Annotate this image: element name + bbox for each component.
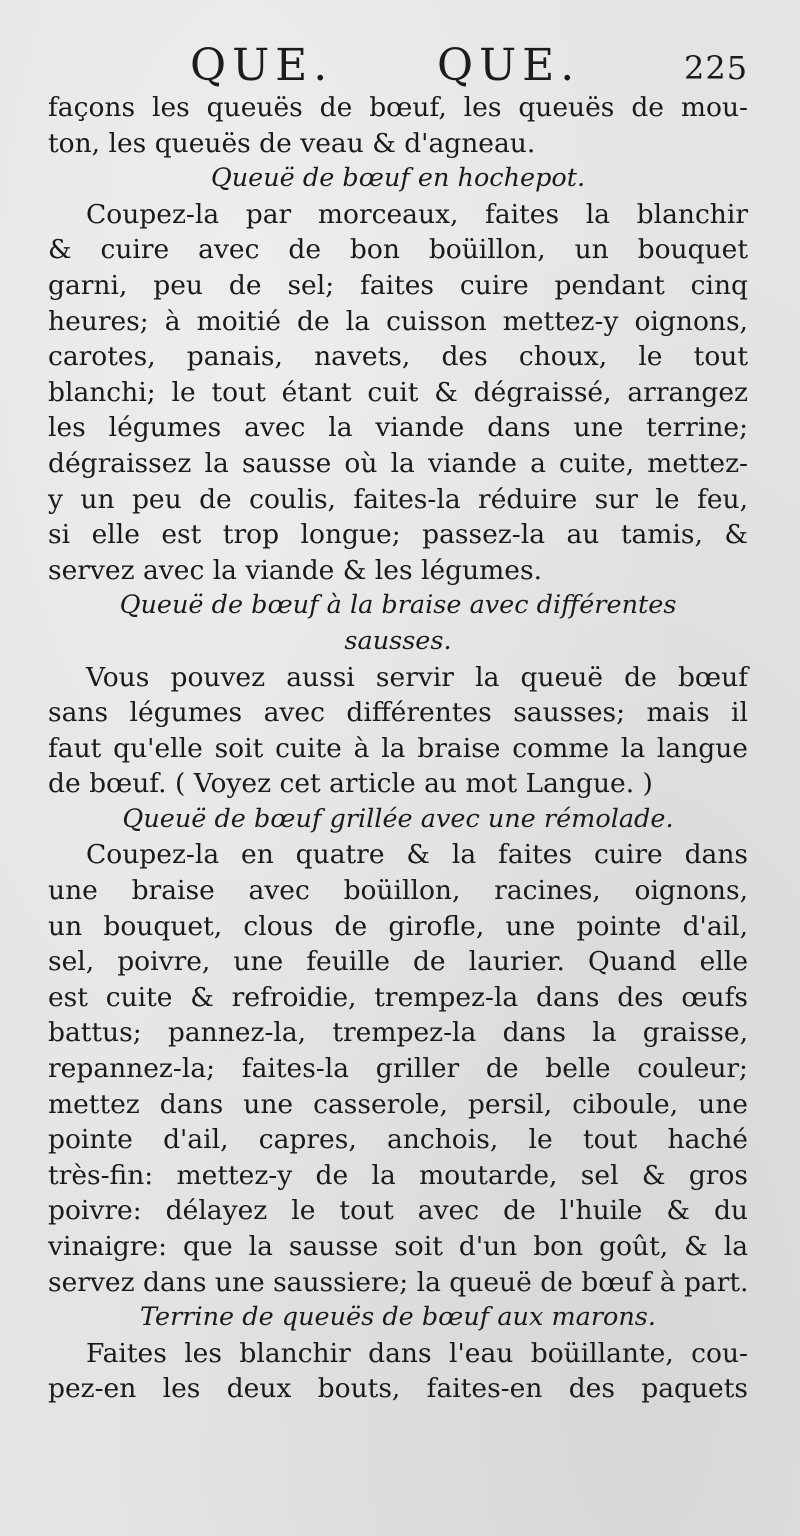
text-line: Coupez-la en quatre & la faites cuire dans [86,839,748,871]
text-line: blanchi; le tout étant cuit & dégraissé, arrangez [48,376,748,408]
running-header [0,40,800,92]
text-line: de bœuf. ( Voyez cet article au mot Langue. ) [48,768,653,800]
text-line: carotes, panais, navets, des choux, le tout [48,341,748,373]
text-line: vinaigre: que la sausse soit d'un bon goût, & la [48,1231,748,1262]
text-line: repannez-la; faites-la griller de belle couleur; [48,1053,748,1085]
section-heading-line: Queuë de bœuf à la braise avec différentes [119,590,677,621]
page-number: 225 [684,49,749,87]
text-line: mettez dans une casserole, persil, ciboule, une [48,1088,748,1120]
header-left-word: QUE. [190,40,334,91]
text-line: servez dans une saussiere; la queuë de bœuf à part. [48,1266,749,1298]
text-line: une braise avec boüillon, racines, oignons, [48,875,748,907]
text-line: est cuite & refroidie, trempez-la dans des œufs [48,981,748,1013]
text-line: pointe d'ail, capres, anchois, le tout haché [48,1124,748,1156]
text-line: très-fin: mettez-y de la moutarde, sel & gros [48,1159,748,1191]
text-line: les légumes avec la viande dans une terrine; [48,412,748,444]
text-line: heures; à moitié de la cuisson mettez-y oignons, [48,305,748,337]
text-line: & cuire avec de bon boüillon, un bouquet [48,234,748,266]
text-line: Faites les blanchir dans l'eau boüillante, cou- [86,1337,748,1369]
header-right-word: QUE. [437,40,581,91]
text-line: y un peu de coulis, faites-la réduire sur le feu, [48,483,748,515]
text-line: façons les queuës de bœuf, les queuës de mou- [48,92,748,123]
text-line: garni, peu de sel; faites cuire pendant cinq [48,269,748,301]
text-line: faut qu'elle soit cuite à la braise comme la langue [48,732,748,764]
page-text [48,90,748,1407]
text-line: sel, poivre, une feuille de laurier. Quand elle [48,946,748,978]
text-line: poivre: délayez le tout avec de l'huile & du [48,1195,748,1227]
text-line: battus; pannez-la, trempez-la dans la graisse, [48,1017,748,1049]
text-line: sans légumes avec différentes sausses; mais il [48,697,748,729]
text-line: pez-en les deux bouts, faites-en des paquets [48,1373,748,1405]
section-heading-line: Queuë de bœuf grillée avec une rémolade. [122,803,674,834]
text-line: Vous pouvez aussi servir la queuë de bœuf [86,661,748,693]
text-line: dégraissez la sausse où la viande a cuite, mettez- [48,447,748,479]
text-line: ton, les queuës de veau & d'agneau. [48,127,536,159]
text-line: servez avec la viande & les légumes. [48,554,543,586]
text-line: Coupez-la par morceaux, faites la blanchir [86,198,748,230]
text-line: si elle est trop longue; passez-la au tamis, & [48,519,748,551]
text-line: un bouquet, clous de girofle, une pointe d'ail, [48,910,748,942]
section-heading-line: sausses. [344,625,452,656]
section-heading-line: Queuë de bœuf en hochepot. [210,163,586,194]
section-heading-line: Terrine de queuës de bœuf aux marons. [139,1302,656,1333]
